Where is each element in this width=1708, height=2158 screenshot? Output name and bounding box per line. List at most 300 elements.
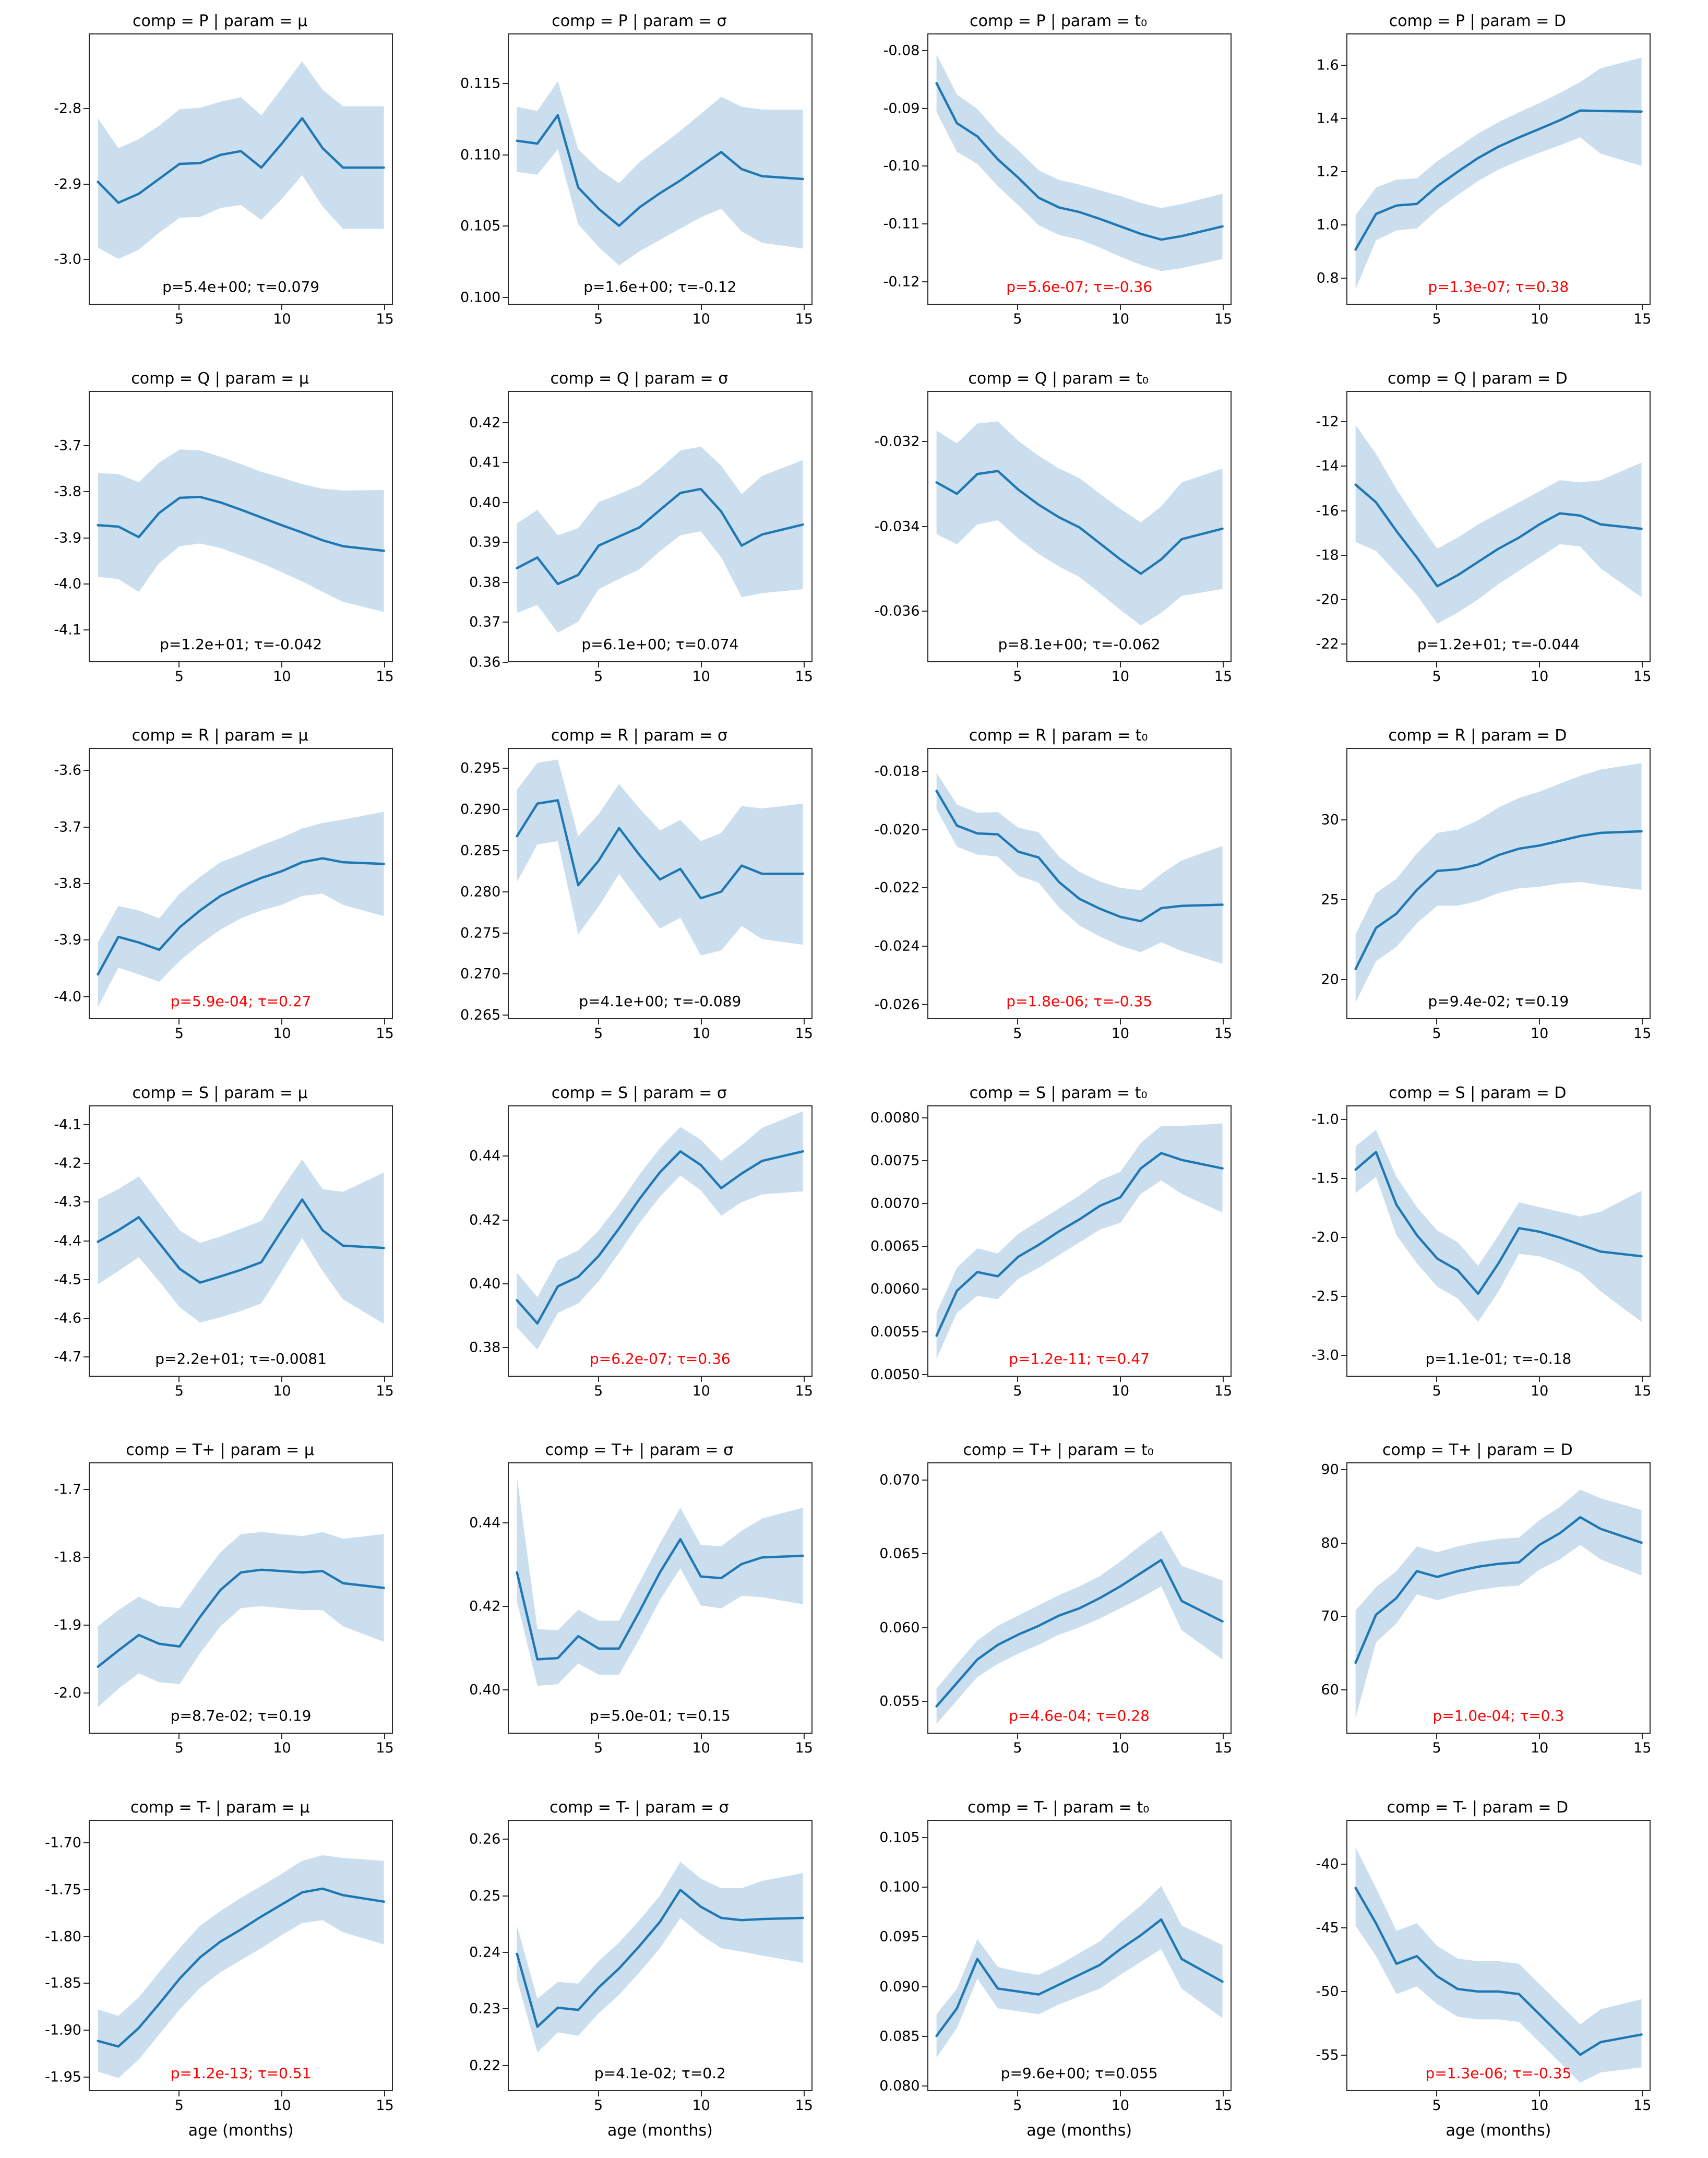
y-tick-mark xyxy=(922,829,927,830)
x-tick-labels xyxy=(927,311,1232,332)
y-tick-label: 0.060 xyxy=(879,1619,920,1636)
x-tick-labels xyxy=(1346,1740,1651,1761)
panel-title: comp = T+ | param = D xyxy=(1382,1441,1573,1459)
y-tick-label: -0.022 xyxy=(874,879,920,896)
x-tick-mark xyxy=(281,2091,282,2096)
stat-annotation: p=1.1e-01; τ=-0.18 xyxy=(1425,1350,1572,1367)
y-tick-mark xyxy=(1341,1237,1346,1238)
y-tick-label: 0.24 xyxy=(469,1944,501,1961)
y-tick-label: 0.070 xyxy=(879,1472,920,1488)
x-tick-mark xyxy=(804,1734,805,1739)
y-tick-label: -4.1 xyxy=(54,1116,81,1133)
x-tick-label: 5 xyxy=(1432,1740,1441,1756)
y-tick-mark xyxy=(83,1983,89,1984)
stat-annotation: p=1.2e-11; τ=0.47 xyxy=(1009,1350,1150,1367)
y-tick-labels xyxy=(1266,391,1339,662)
x-tick-label: 15 xyxy=(795,2097,813,2114)
panel-title: comp = S | param = D xyxy=(1389,1083,1567,1102)
y-tick-labels xyxy=(8,1820,81,2091)
subplot-panel xyxy=(10,724,429,1081)
x-tick-label: 10 xyxy=(1111,1382,1130,1399)
subplot-panel xyxy=(429,1081,849,1439)
stat-annotation: p=6.2e-07; τ=0.36 xyxy=(590,1350,731,1367)
stat-annotation: p=1.2e+01; τ=-0.044 xyxy=(1417,635,1580,653)
y-tick-label: -0.032 xyxy=(874,433,920,450)
x-tick-mark xyxy=(1120,1734,1121,1739)
subplot-panel xyxy=(429,367,849,724)
x-tick-labels xyxy=(1346,1026,1651,1046)
y-tick-mark xyxy=(922,2085,927,2087)
y-tick-label: -0.036 xyxy=(874,603,920,619)
y-tick-labels xyxy=(8,748,81,1019)
panel-title: comp = R | param = D xyxy=(1388,726,1567,745)
stat-annotation: p=1.3e-06; τ=-0.35 xyxy=(1425,2064,1572,2082)
y-tick-mark xyxy=(922,1936,927,1937)
x-tick-labels xyxy=(508,311,812,332)
y-tick-mark xyxy=(922,441,927,442)
y-tick-mark xyxy=(503,1522,508,1523)
y-tick-mark xyxy=(83,1279,89,1280)
x-tick-label: 10 xyxy=(1111,311,1130,327)
y-tick-label: 0.42 xyxy=(469,1212,501,1229)
y-tick-label: 0.270 xyxy=(460,965,501,982)
y-tick-mark xyxy=(503,662,508,663)
y-tick-mark xyxy=(503,1155,508,1157)
y-tick-labels xyxy=(427,1462,500,1734)
plot-area xyxy=(54,1462,394,1756)
x-tick-label: 15 xyxy=(1214,1382,1233,1399)
x-tick-label: 15 xyxy=(1633,1740,1652,1756)
y-tick-label: -1.9 xyxy=(54,1617,81,1634)
plot-area xyxy=(879,1820,1233,2140)
subplot-panel xyxy=(1268,1796,1687,2153)
panel-title: comp = P | param = D xyxy=(1389,12,1567,30)
x-tick-label: 5 xyxy=(1432,311,1441,327)
panel-title: comp = T- | param = μ xyxy=(130,1798,310,1817)
stat-annotation: p=9.6e+00; τ=0.055 xyxy=(1000,2064,1158,2082)
x-tick-mark xyxy=(281,1019,282,1024)
y-tick-label: 60 xyxy=(1321,1682,1339,1698)
x-tick-labels xyxy=(927,1026,1232,1046)
y-tick-mark xyxy=(922,1289,927,1290)
x-tick-marks xyxy=(927,391,1232,662)
x-tick-label: 5 xyxy=(1432,1026,1441,1042)
y-tick-mark xyxy=(83,939,89,940)
y-tick-mark xyxy=(503,542,508,543)
x-tick-label: 10 xyxy=(1531,1740,1549,1756)
x-tick-labels xyxy=(927,669,1232,689)
y-tick-label: -3.0 xyxy=(1311,1347,1339,1364)
y-tick-mark xyxy=(83,996,89,997)
x-tick-label: 10 xyxy=(1531,311,1549,327)
panel-title: comp = R | param = t₀ xyxy=(969,726,1148,745)
x-tick-label: 15 xyxy=(1633,311,1652,327)
subplot-panel xyxy=(429,724,849,1081)
x-tick-label: 10 xyxy=(1111,668,1130,685)
x-tick-mark xyxy=(598,2091,599,2096)
y-tick-label: -3.7 xyxy=(54,437,81,454)
y-tick-label: 0.0070 xyxy=(870,1195,920,1212)
x-tick-label: 5 xyxy=(1432,668,1441,685)
y-tick-labels xyxy=(847,391,920,662)
y-tick-label: 0.0080 xyxy=(870,1110,920,1126)
x-tick-mark xyxy=(1017,1734,1018,1739)
y-tick-label: -20 xyxy=(1316,591,1339,608)
y-tick-mark xyxy=(1341,643,1346,645)
stat-annotation: p=1.3e-07; τ=0.38 xyxy=(1428,278,1569,295)
x-tick-mark xyxy=(281,305,282,310)
y-tick-label: -0.12 xyxy=(883,273,920,290)
y-tick-mark xyxy=(503,225,508,226)
subplot-panel xyxy=(10,1438,429,1796)
plot-area xyxy=(469,1820,813,2140)
x-tick-label: 15 xyxy=(1633,1026,1652,1042)
y-tick-label: 0.100 xyxy=(879,1879,920,1895)
x-tick-mark xyxy=(701,1734,702,1739)
y-tick-labels xyxy=(847,748,920,1019)
x-tick-mark xyxy=(1120,305,1121,310)
x-axis-label: age (months) xyxy=(607,2121,713,2140)
y-tick-label: -1.90 xyxy=(45,2022,81,2038)
x-tick-labels xyxy=(508,1383,812,1404)
y-tick-label: -1.85 xyxy=(45,1975,81,1992)
x-tick-mark xyxy=(1120,1377,1121,1382)
x-tick-label: 10 xyxy=(692,668,710,685)
y-tick-mark xyxy=(922,1627,927,1628)
y-tick-mark xyxy=(503,891,508,892)
x-tick-mark xyxy=(178,305,180,310)
y-tick-mark xyxy=(503,1689,508,1690)
x-tick-mark xyxy=(804,2091,805,2096)
y-tick-label: -4.7 xyxy=(54,1349,81,1365)
y-tick-mark xyxy=(922,1203,927,1204)
y-tick-label: -1.5 xyxy=(1311,1170,1339,1187)
y-tick-label: -4.0 xyxy=(54,576,81,592)
y-tick-mark xyxy=(83,1163,89,1164)
stat-annotation: p=1.0e-04; τ=0.3 xyxy=(1432,1707,1564,1724)
x-tick-label: 15 xyxy=(1214,2097,1233,2114)
y-tick-mark xyxy=(922,1117,927,1118)
y-tick-mark xyxy=(83,1124,89,1125)
y-tick-label: -1.8 xyxy=(54,1549,81,1566)
x-tick-label: 10 xyxy=(1531,1382,1549,1399)
panel-title: comp = S | param = μ xyxy=(132,1083,308,1102)
x-tick-labels xyxy=(89,669,393,689)
y-tick-label: 20 xyxy=(1321,971,1339,988)
y-tick-mark xyxy=(1341,1469,1346,1470)
x-tick-label: 10 xyxy=(692,2097,710,2114)
plot-area xyxy=(879,1462,1233,1756)
y-tick-mark xyxy=(1341,899,1346,900)
x-tick-mark xyxy=(384,662,385,667)
panel-title: comp = T+ | param = μ xyxy=(126,1441,314,1459)
y-tick-labels xyxy=(8,1105,81,1377)
x-tick-labels xyxy=(89,1740,393,1761)
panel-title: comp = Q | param = μ xyxy=(131,369,309,388)
y-tick-mark xyxy=(83,827,89,828)
y-tick-mark xyxy=(1341,224,1346,225)
y-tick-mark xyxy=(83,2030,89,2031)
x-tick-labels xyxy=(508,669,812,689)
x-tick-marks xyxy=(508,748,812,1019)
x-tick-mark xyxy=(178,1377,180,1382)
x-tick-label: 10 xyxy=(273,1026,291,1042)
x-tick-label: 5 xyxy=(1013,1026,1022,1042)
x-tick-label: 10 xyxy=(273,2097,291,2114)
y-tick-label: 0.105 xyxy=(879,1829,920,1846)
y-tick-label: 0.39 xyxy=(469,534,501,551)
y-tick-label: 25 xyxy=(1321,891,1339,908)
y-tick-label: -3.8 xyxy=(54,483,81,500)
plot-area xyxy=(45,1820,394,2140)
x-tick-label: 15 xyxy=(376,311,394,327)
y-tick-label: 0.41 xyxy=(469,454,501,471)
stat-annotation: p=1.2e-13; τ=0.51 xyxy=(170,2064,312,2082)
y-tick-mark xyxy=(503,2008,508,2009)
subplot-panel xyxy=(849,367,1268,724)
panel-title: comp = T- | param = t₀ xyxy=(967,1798,1150,1817)
stat-annotation: p=1.2e+01; τ=-0.042 xyxy=(160,635,323,653)
x-tick-mark xyxy=(598,1019,599,1024)
x-tick-mark xyxy=(178,2091,180,2096)
x-tick-mark xyxy=(598,305,599,310)
subplot-panel xyxy=(1268,367,1687,724)
y-tick-label: 0.290 xyxy=(460,801,501,818)
x-tick-mark xyxy=(1642,2091,1643,2096)
x-tick-label: 15 xyxy=(1633,2097,1652,2114)
x-tick-label: 10 xyxy=(1531,2097,1549,2114)
y-tick-label: -40 xyxy=(1316,1856,1339,1873)
y-tick-mark xyxy=(503,973,508,974)
x-tick-label: 10 xyxy=(1111,1740,1130,1756)
y-tick-mark xyxy=(503,422,508,423)
subplot-panel xyxy=(429,1438,849,1796)
x-tick-labels xyxy=(927,2097,1232,2118)
y-tick-mark xyxy=(922,223,927,224)
y-tick-mark xyxy=(83,1625,89,1626)
y-tick-mark xyxy=(503,582,508,583)
y-tick-label: 0.40 xyxy=(469,1275,501,1292)
y-tick-mark xyxy=(1341,466,1346,467)
x-tick-label: 5 xyxy=(174,1026,184,1042)
stat-annotation: p=5.6e-07; τ=-0.36 xyxy=(1006,278,1153,295)
x-tick-label: 15 xyxy=(1214,1740,1233,1756)
x-tick-label: 10 xyxy=(273,311,291,327)
y-tick-label: 0.295 xyxy=(460,760,501,777)
y-tick-mark xyxy=(83,491,89,492)
x-tick-mark xyxy=(1539,305,1540,310)
y-tick-mark xyxy=(503,154,508,156)
y-tick-label: -2.0 xyxy=(54,1685,81,1701)
y-tick-label: -3.0 xyxy=(54,251,81,268)
x-tick-mark xyxy=(1539,662,1540,667)
y-tick-mark xyxy=(1341,1991,1346,1992)
plot-area xyxy=(469,391,813,685)
stat-annotation: p=8.1e+00; τ=-0.062 xyxy=(998,635,1161,653)
y-tick-label: 0.23 xyxy=(469,2000,501,2017)
y-tick-mark xyxy=(1341,510,1346,511)
x-tick-marks xyxy=(508,1462,812,1734)
y-tick-mark xyxy=(503,850,508,851)
y-tick-mark xyxy=(922,50,927,51)
y-tick-label: -14 xyxy=(1316,458,1339,474)
x-tick-label: 15 xyxy=(376,1740,394,1756)
y-tick-label: -1.75 xyxy=(45,1881,81,1898)
y-tick-mark xyxy=(1341,1543,1346,1544)
y-tick-label: -1.95 xyxy=(45,2069,81,2085)
stat-annotation: p=2.2e+01; τ=-0.0081 xyxy=(155,1350,327,1367)
panel-title: comp = P | param = μ xyxy=(132,12,308,30)
x-tick-mark xyxy=(1642,662,1643,667)
y-tick-mark xyxy=(1341,1296,1346,1297)
y-tick-mark xyxy=(922,1004,927,1005)
y-tick-label: -2.0 xyxy=(1311,1229,1339,1246)
y-tick-labels xyxy=(427,748,501,1023)
x-tick-mark xyxy=(178,1019,180,1024)
stat-annotation: p=5.4e+00; τ=0.079 xyxy=(162,278,320,295)
y-tick-label: 0.0055 xyxy=(870,1324,920,1340)
x-tick-mark xyxy=(1120,1019,1121,1024)
y-tick-mark xyxy=(503,1952,508,1953)
plot-area xyxy=(460,33,813,327)
plot-area xyxy=(1316,391,1652,685)
plot-area xyxy=(1316,33,1652,327)
x-tick-marks xyxy=(508,1820,812,2091)
x-tick-mark xyxy=(1539,1734,1540,1739)
y-tick-label: 0.265 xyxy=(460,1007,501,1023)
x-tick-label: 15 xyxy=(1214,1026,1233,1042)
x-tick-label: 15 xyxy=(376,1382,394,1399)
x-tick-mark xyxy=(384,2091,385,2096)
y-tick-mark xyxy=(83,259,89,260)
y-tick-label: 0.110 xyxy=(460,147,501,163)
x-tick-label: 5 xyxy=(1013,1740,1022,1756)
y-tick-labels xyxy=(847,1105,920,1383)
x-tick-mark xyxy=(178,662,180,667)
x-tick-mark xyxy=(804,305,805,310)
stat-annotation: p=1.6e+00; τ=-0.12 xyxy=(583,278,737,295)
y-tick-labels xyxy=(1266,1820,1339,2091)
y-tick-label: -0.10 xyxy=(883,158,920,174)
x-tick-mark xyxy=(1017,1019,1018,1024)
y-tick-mark xyxy=(503,933,508,934)
y-tick-mark xyxy=(1341,65,1346,66)
y-tick-label: 0.38 xyxy=(469,574,501,591)
x-tick-marks xyxy=(927,1820,1232,2091)
y-tick-mark xyxy=(1341,1616,1346,1617)
x-tick-label: 5 xyxy=(594,2097,603,2114)
x-tick-label: 5 xyxy=(594,1382,603,1399)
stat-annotation: p=4.6e-04; τ=0.28 xyxy=(1009,1707,1150,1724)
panel-title: comp = T+ | param = σ xyxy=(545,1441,734,1459)
x-tick-marks xyxy=(508,1105,812,1377)
subplot-panel xyxy=(10,367,429,724)
x-tick-label: 15 xyxy=(376,2097,394,2114)
x-tick-mark xyxy=(804,662,805,667)
y-tick-mark xyxy=(503,462,508,463)
x-tick-label: 10 xyxy=(1111,1026,1130,1042)
x-tick-marks xyxy=(508,33,812,305)
plot-area xyxy=(870,1105,1233,1399)
x-tick-mark xyxy=(1436,662,1437,667)
y-tick-mark xyxy=(922,887,927,888)
plot-area xyxy=(1321,1461,1652,1756)
x-tick-marks xyxy=(927,33,1232,305)
y-tick-labels xyxy=(847,33,920,305)
x-tick-label: 15 xyxy=(1214,668,1233,685)
y-tick-label: 1.0 xyxy=(1316,217,1339,233)
subplot-panel xyxy=(1268,1081,1687,1439)
y-tick-mark xyxy=(83,1842,89,1843)
y-tick-mark xyxy=(1341,1355,1346,1356)
y-tick-labels xyxy=(1266,33,1339,305)
stat-annotation: p=4.1e-02; τ=0.2 xyxy=(594,2064,726,2082)
y-tick-labels xyxy=(8,33,81,305)
y-tick-mark xyxy=(503,1015,508,1016)
x-tick-mark xyxy=(1017,305,1018,310)
y-tick-label: -2.8 xyxy=(54,100,81,117)
y-tick-mark xyxy=(1341,1927,1346,1928)
x-tick-marks xyxy=(1346,1462,1651,1734)
subplot-panel xyxy=(849,1081,1268,1439)
x-tick-label: 10 xyxy=(692,1382,710,1399)
x-tick-label: 15 xyxy=(376,1026,394,1042)
y-tick-mark xyxy=(83,1936,89,1937)
x-tick-labels xyxy=(1346,1383,1651,1404)
x-tick-label: 5 xyxy=(1013,311,1022,327)
x-tick-labels xyxy=(1346,311,1651,332)
y-tick-labels xyxy=(847,1820,920,2094)
x-tick-mark xyxy=(1223,1377,1224,1382)
x-tick-marks xyxy=(1346,33,1651,305)
x-tick-labels xyxy=(927,1740,1232,1761)
y-tick-label: -3.8 xyxy=(54,875,81,892)
y-tick-label: -3.7 xyxy=(54,819,81,836)
panel-title: comp = P | param = σ xyxy=(552,12,727,30)
stat-annotation: p=1.8e-06; τ=-0.35 xyxy=(1006,993,1153,1010)
y-tick-mark xyxy=(922,108,927,109)
x-tick-label: 10 xyxy=(1531,1026,1549,1042)
x-tick-mark xyxy=(1436,1019,1437,1024)
subplot-panel xyxy=(10,1796,429,2153)
plot-area xyxy=(874,748,1233,1042)
y-tick-mark xyxy=(1341,555,1346,556)
x-tick-mark xyxy=(384,1377,385,1382)
y-tick-labels xyxy=(427,1820,500,2091)
y-tick-mark xyxy=(1341,118,1346,119)
x-tick-mark xyxy=(598,662,599,667)
y-tick-mark xyxy=(922,946,927,947)
y-tick-mark xyxy=(83,1889,89,1890)
stat-annotation: p=5.0e-01; τ=0.15 xyxy=(590,1707,731,1724)
y-tick-label: 0.25 xyxy=(469,1888,501,1904)
y-tick-mark xyxy=(1341,599,1346,600)
y-tick-mark xyxy=(922,1887,927,1888)
x-tick-label: 5 xyxy=(594,668,603,685)
y-tick-mark xyxy=(922,1553,927,1554)
panel-title: comp = S | param = σ xyxy=(551,1083,727,1102)
y-tick-label: -4.1 xyxy=(54,622,81,638)
x-tick-label: 5 xyxy=(1013,1382,1022,1399)
y-tick-mark xyxy=(83,184,89,185)
y-tick-mark xyxy=(503,1283,508,1284)
y-tick-label: 0.22 xyxy=(469,2057,501,2074)
x-tick-mark xyxy=(804,1019,805,1024)
y-tick-label: 0.115 xyxy=(460,75,501,92)
y-tick-label: -45 xyxy=(1316,1919,1339,1936)
y-tick-label: -0.09 xyxy=(883,100,920,117)
stat-annotation: p=8.7e-02; τ=0.19 xyxy=(170,1707,312,1724)
